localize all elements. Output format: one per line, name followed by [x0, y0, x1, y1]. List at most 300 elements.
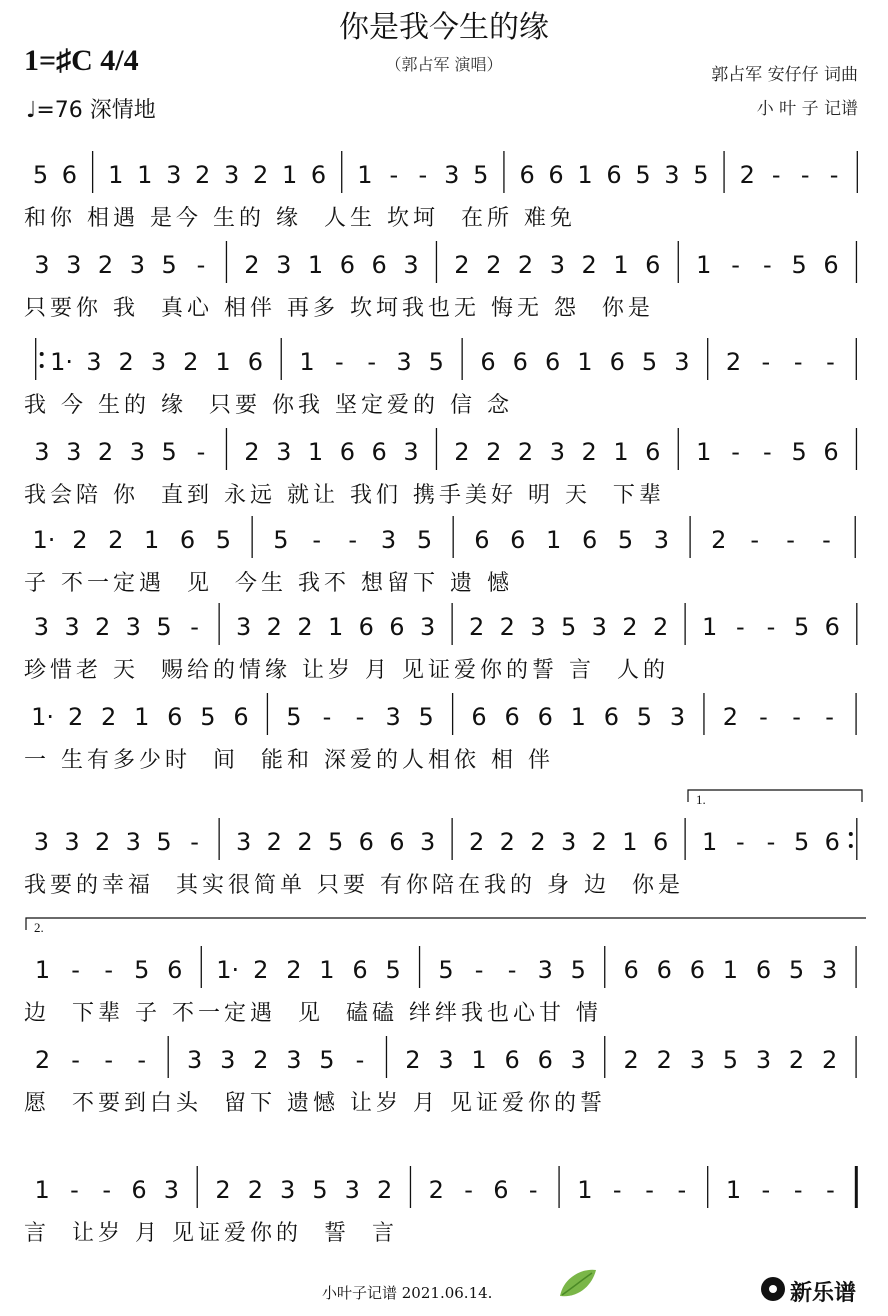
note: 1 — [577, 348, 593, 376]
note: - — [793, 1176, 803, 1204]
note: 3 — [166, 161, 182, 189]
note: 2 — [95, 828, 111, 856]
note: - — [735, 613, 745, 641]
note: 6 — [389, 828, 405, 856]
note: - — [731, 251, 740, 279]
system-8 — [34, 790, 862, 860]
note: 3 — [419, 828, 436, 856]
note: 6 — [471, 703, 487, 731]
note: - — [367, 348, 377, 376]
note: 2 — [286, 956, 302, 984]
note: 6 — [823, 251, 839, 279]
note: 2 — [244, 251, 260, 279]
note: 5 — [791, 251, 807, 279]
note: 2 — [499, 828, 515, 856]
note: 6 — [548, 161, 564, 189]
note: 5 — [385, 956, 401, 984]
system-5 — [32, 516, 855, 558]
note: 2 — [72, 526, 88, 554]
note: 3 — [549, 251, 566, 279]
note: 5 — [156, 828, 172, 856]
transcriber-credit: 小 叶 子 记谱 — [756, 99, 858, 119]
note: 1 — [307, 438, 324, 466]
note: 6 — [609, 348, 625, 376]
note: 3 — [224, 161, 240, 189]
note: - — [104, 956, 114, 984]
note: 3 — [530, 613, 546, 641]
note: - — [474, 956, 484, 984]
note: 1· — [31, 703, 54, 731]
note: 3 — [236, 613, 252, 641]
note: 3 — [689, 1046, 705, 1074]
note: 3 — [129, 438, 146, 466]
note: 6 — [371, 251, 387, 279]
note: 2 — [486, 251, 502, 279]
note: 3 — [669, 703, 686, 731]
note: 1 — [327, 613, 344, 641]
note: 1 — [722, 956, 739, 984]
note: 2 — [469, 828, 485, 856]
note: 3 — [33, 613, 49, 641]
note: 1· — [32, 526, 56, 554]
note: - — [766, 828, 776, 856]
note: - — [137, 1046, 147, 1074]
note: - — [731, 438, 740, 466]
note: 2 — [486, 438, 502, 466]
note: 1 — [546, 526, 562, 554]
note: 6 — [544, 348, 561, 376]
note: 5 — [200, 703, 216, 731]
lyric-line-3: 我 今 生的 缘 只要 你我 坚定爱的 信 念 — [24, 393, 513, 418]
note: 3 — [163, 1176, 180, 1204]
note: 2 — [183, 348, 199, 376]
song-title: 你是我今生的缘 — [339, 10, 549, 45]
note: 2 — [266, 613, 282, 641]
note: 2 — [656, 1046, 672, 1074]
note: 3 — [64, 613, 80, 641]
note: 1 — [281, 161, 298, 189]
note: 3 — [570, 1046, 586, 1074]
note: - — [196, 251, 206, 279]
system-1 — [33, 151, 857, 193]
note: - — [355, 1046, 365, 1074]
key-signature: 1=♯C 4/4 — [24, 44, 139, 77]
note: 2 — [428, 1176, 444, 1204]
note: 5 — [693, 161, 709, 189]
note: 1 — [471, 1046, 487, 1074]
note: - — [528, 1176, 538, 1204]
note: 3 — [560, 828, 577, 856]
note: 6 — [603, 703, 619, 731]
note: 3 — [66, 438, 82, 466]
note: 6 — [504, 703, 520, 731]
note: 3 — [591, 613, 607, 641]
note: 1 — [108, 161, 124, 189]
note: 2 — [253, 1046, 269, 1074]
system-11 — [35, 1166, 857, 1208]
note: - — [464, 1176, 473, 1204]
system-4 — [34, 428, 856, 470]
note: 5 — [161, 438, 177, 466]
note: 3 — [344, 1176, 360, 1204]
note: 2 — [623, 1046, 639, 1074]
note: - — [792, 703, 801, 731]
note: 6 — [389, 613, 405, 641]
note: - — [645, 1176, 654, 1204]
note: 1 — [577, 1176, 593, 1204]
note: 1 — [696, 251, 712, 279]
note: 1 — [570, 703, 586, 731]
note: 2 — [297, 828, 313, 856]
note: - — [612, 1176, 622, 1204]
note: 6 — [689, 956, 705, 984]
note: 2 — [711, 526, 727, 554]
record-disc-icon — [760, 1276, 786, 1302]
note: 2 — [253, 956, 269, 984]
note: 5 — [418, 703, 434, 731]
note: 2 — [652, 613, 669, 641]
note: - — [735, 828, 745, 856]
note: - — [793, 348, 803, 376]
note: 5 — [215, 526, 232, 554]
note: - — [822, 526, 831, 554]
volta-bracket — [26, 918, 866, 930]
note: 3 — [419, 613, 436, 641]
note: 6 — [358, 828, 374, 856]
note: 2 — [581, 251, 597, 279]
note: 2 — [244, 438, 260, 466]
note: - — [322, 703, 332, 731]
note: 1 — [357, 161, 373, 189]
note: 2 — [97, 438, 114, 466]
note: 6 — [510, 526, 526, 554]
volta-label: 2. — [34, 920, 44, 935]
lyric-line-5: 子 不一定遇 见 今生 我不 想留下 遗 憾 — [24, 571, 513, 596]
note: 2 — [108, 526, 124, 554]
note: 1· — [216, 956, 240, 984]
note: 1· — [50, 348, 73, 376]
note: 2 — [67, 703, 84, 731]
note: 6 — [61, 161, 78, 189]
system-6 — [34, 603, 857, 645]
note: 2 — [101, 703, 117, 731]
note: 2 — [405, 1046, 421, 1074]
note: 6 — [339, 438, 356, 466]
note: 1 — [613, 251, 629, 279]
note: 6 — [645, 251, 661, 279]
note: 5 — [319, 1046, 335, 1074]
note: 3 — [280, 1176, 296, 1204]
note: 6 — [493, 1176, 509, 1204]
note: - — [104, 1046, 114, 1074]
note: - — [348, 526, 358, 554]
note: 3 — [664, 161, 680, 189]
note: 2 — [215, 1176, 231, 1204]
note: 6 — [358, 613, 374, 641]
note: - — [71, 1046, 80, 1074]
note: - — [826, 1176, 835, 1204]
note: 6 — [755, 956, 772, 984]
note: 1 — [577, 161, 593, 189]
note: 1 — [34, 956, 51, 984]
note: 5 — [327, 828, 344, 856]
note: 5 — [416, 526, 433, 554]
note: 2 — [247, 1176, 264, 1204]
note: 1 — [137, 161, 153, 189]
note: 1 — [696, 438, 712, 466]
note: 3 — [86, 348, 102, 376]
note: 3 — [380, 526, 397, 554]
note: 2 — [195, 161, 211, 189]
note: 2 — [722, 703, 739, 731]
note: 6 — [645, 438, 661, 466]
note: 6 — [581, 526, 598, 554]
note: 3 — [34, 251, 50, 279]
note: 3 — [396, 348, 412, 376]
note: 5 — [570, 956, 586, 984]
note: 3 — [33, 828, 49, 856]
note: 6 — [824, 613, 840, 641]
note: 3 — [34, 438, 50, 466]
note: - — [190, 828, 199, 856]
note: 3 — [129, 251, 146, 279]
note: 5 — [428, 348, 444, 376]
system-10 — [35, 1036, 856, 1078]
note: 2 — [517, 251, 534, 279]
note: - — [759, 703, 768, 731]
note: 6 — [824, 828, 840, 856]
note: - — [70, 1176, 79, 1204]
note: 3 — [444, 161, 460, 189]
note: 5 — [156, 613, 172, 641]
note: 2 — [821, 1046, 838, 1074]
note: 5 — [617, 526, 634, 554]
note: 3 — [220, 1046, 236, 1074]
note: 5 — [312, 1176, 328, 1204]
note: - — [335, 348, 344, 376]
note: 1 — [144, 526, 160, 554]
note: 2 — [591, 828, 607, 856]
note: - — [750, 526, 760, 554]
note: 6 — [131, 1176, 147, 1204]
leaf-icon — [556, 1266, 598, 1302]
note: 3 — [385, 703, 401, 731]
note: 6 — [371, 438, 387, 466]
note: 3 — [821, 956, 838, 984]
note: 5 — [641, 348, 658, 376]
repeat-dot — [40, 364, 44, 368]
note: 1 — [34, 1176, 50, 1204]
note: 3 — [403, 438, 419, 466]
note: 5 — [286, 703, 302, 731]
note: 3 — [537, 956, 553, 984]
repeat-dot — [849, 844, 853, 848]
note: - — [761, 348, 771, 376]
note: 2 — [499, 613, 515, 641]
note: - — [766, 613, 776, 641]
note: 5 — [560, 613, 577, 641]
note: - — [71, 956, 80, 984]
note: 3 — [187, 1046, 203, 1074]
note: 6 — [504, 1046, 520, 1074]
tempo-marking: ♩=76 深情地 — [26, 98, 156, 123]
note: 6 — [310, 161, 327, 189]
note: 5 — [32, 161, 49, 189]
lyric-line-2: 只要你 我 真心 相伴 再多 坎坷我也无 悔无 怨 你是 — [24, 296, 654, 321]
note: 1 — [613, 438, 629, 466]
footer-note: 小叶子记谱 2021.06.14. — [322, 1284, 493, 1302]
brand-name: 新乐谱 — [790, 1281, 857, 1306]
note: 5 — [161, 251, 177, 279]
note: 5 — [438, 956, 454, 984]
note: 6 — [623, 956, 639, 984]
note: 3 — [125, 828, 141, 856]
note: - — [829, 161, 839, 189]
note: 3 — [674, 348, 690, 376]
note: - — [763, 251, 772, 279]
note: 3 — [403, 251, 419, 279]
note: 3 — [755, 1046, 772, 1074]
note: 5 — [134, 956, 150, 984]
note: - — [825, 703, 834, 731]
note: 1 — [299, 348, 315, 376]
note: 3 — [653, 526, 670, 554]
note: 6 — [474, 526, 490, 554]
note: 6 — [247, 348, 264, 376]
repeat-dot — [40, 352, 44, 356]
note: 5 — [273, 526, 289, 554]
note: - — [102, 1176, 112, 1204]
note: 2 — [97, 251, 114, 279]
note: 6 — [823, 438, 839, 466]
note: 2 — [581, 438, 597, 466]
note: 6 — [233, 703, 249, 731]
note: 5 — [793, 828, 810, 856]
repeat-dot — [849, 832, 853, 836]
system-3 — [36, 338, 857, 380]
note: - — [418, 161, 428, 189]
lyric-line-4: 我会陪 你 直到 永远 就让 我们 携手美好 明 天 下辈 — [24, 483, 665, 508]
note: - — [190, 613, 199, 641]
note: 2 — [454, 251, 470, 279]
note: 2 — [95, 613, 111, 641]
note: 6 — [537, 703, 553, 731]
note: 2 — [266, 828, 282, 856]
writers-credit: 郭占军 安仔仔 词曲 — [711, 65, 858, 85]
note: 1 — [702, 613, 718, 641]
note: 2 — [739, 161, 755, 189]
lyric-line-1: 和你 相遇 是今 生的 缘 人生 坎坷 在所 难免 — [24, 206, 576, 231]
note: 6 — [656, 956, 672, 984]
system-2 — [34, 241, 856, 283]
note: 3 — [66, 251, 82, 279]
note: 1 — [307, 251, 324, 279]
note: 2 — [517, 438, 534, 466]
lyric-line-11: 言 让岁 月 见证爱你的 誓 言 — [24, 1221, 398, 1246]
note: - — [763, 438, 772, 466]
note: 6 — [339, 251, 356, 279]
note: 1 — [622, 828, 638, 856]
note: 3 — [236, 828, 252, 856]
note: - — [761, 1176, 771, 1204]
note: - — [389, 161, 399, 189]
note: 2 — [118, 348, 134, 376]
note: 6 — [606, 161, 622, 189]
note: 1 — [215, 348, 231, 376]
note: 5 — [636, 703, 653, 731]
note: 2 — [530, 828, 546, 856]
note: 6 — [167, 703, 183, 731]
note: 5 — [473, 161, 489, 189]
lyric-line-6: 珍惜老 天 赐给的情缘 让岁 月 见证爱你的誓 言 人的 — [24, 658, 669, 683]
note: 6 — [519, 161, 535, 189]
note: 5 — [788, 956, 805, 984]
lyric-line-8: 我要的幸福 其实很简单 只要 有你陪在我的 身 边 你是 — [24, 873, 684, 898]
note: 6 — [179, 526, 196, 554]
note: 3 — [438, 1046, 454, 1074]
note: 2 — [252, 161, 269, 189]
note: 2 — [622, 613, 638, 641]
system-9 — [26, 918, 866, 988]
lyric-line-10: 愿 不要到白头 留下 遗憾 让岁 月 见证爱你的誓 — [24, 1091, 606, 1116]
note: - — [771, 161, 781, 189]
note: 2 — [469, 613, 485, 641]
note: - — [312, 526, 322, 554]
note: 6 — [652, 828, 669, 856]
note: - — [677, 1176, 687, 1204]
note: 2 — [454, 438, 470, 466]
note: 6 — [480, 348, 496, 376]
note: 2 — [788, 1046, 805, 1074]
lyric-line-7: 一 生有多少时 间 能和 深爱的人相依 相 伴 — [24, 748, 554, 773]
note: 1 — [319, 956, 335, 984]
lyric-line-9: 边 下辈 子 不一定遇 见 磕磕 绊绊我也心甘 情 — [24, 1001, 602, 1026]
note: 5 — [722, 1046, 739, 1074]
note: 2 — [725, 348, 742, 376]
singer-credit: （郭占军 演唱） — [385, 55, 503, 74]
note: 5 — [791, 438, 807, 466]
note: 6 — [167, 956, 183, 984]
note: 2 — [297, 613, 313, 641]
note: 2 — [376, 1176, 393, 1204]
note: 6 — [537, 1046, 553, 1074]
note: 3 — [286, 1046, 302, 1074]
volta-bracket — [688, 790, 862, 802]
note: - — [800, 161, 810, 189]
note: 5 — [793, 613, 810, 641]
note: - — [196, 438, 206, 466]
note: 3 — [64, 828, 80, 856]
note: 1 — [725, 1176, 742, 1204]
note: 6 — [352, 956, 368, 984]
note: 6 — [512, 348, 528, 376]
note: 5 — [635, 161, 651, 189]
note: - — [786, 526, 795, 554]
note: 3 — [276, 251, 292, 279]
volta-label: 1. — [696, 792, 706, 807]
note: 1 — [702, 828, 718, 856]
note: 3 — [549, 438, 566, 466]
note: 2 — [34, 1046, 51, 1074]
note: - — [507, 956, 517, 984]
note: 3 — [125, 613, 141, 641]
note: 1 — [134, 703, 150, 731]
system-7 — [31, 693, 856, 735]
note: - — [826, 348, 835, 376]
note: - — [355, 703, 365, 731]
note: 3 — [276, 438, 292, 466]
note: 3 — [150, 348, 167, 376]
